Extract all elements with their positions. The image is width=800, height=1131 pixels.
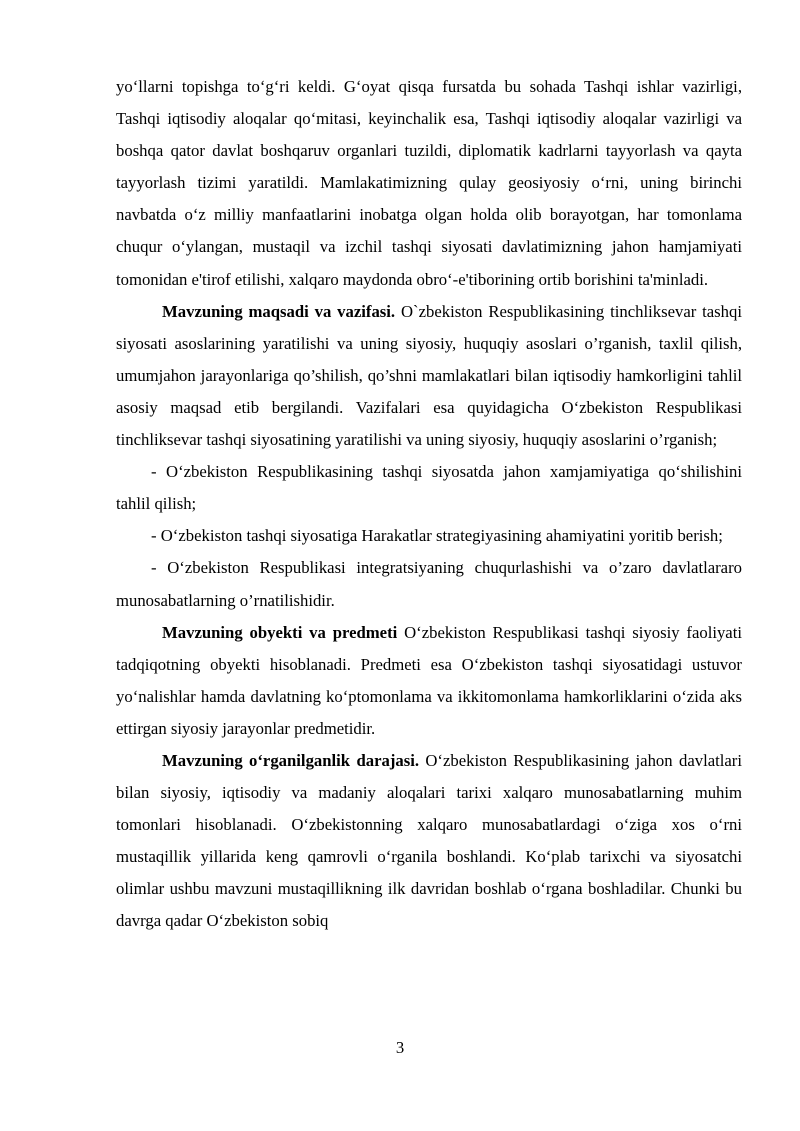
goal-heading: Mavzuning maqsadi va vazifasi.	[162, 301, 396, 321]
object-text: O‘zbekiston Respublikasi tashqi siyosiy faoliyati tadqiqotning obyekti hisoblanadi. Predmeti esa O‘zbekiston tashqi siyosatidagi ustuvor yo‘nalishlar hamda davlatning ko‘ptomonlama va ikkitomonlama hamkorliklarini o‘zida aks ettirgan siyosiy jarayonlar predmetidir.	[116, 622, 742, 738]
intro-paragraph: yo‘llarni topishga to‘g‘ri keldi. G‘oyat qisqa fursatda bu sohada Tashqi ishlar vazirligi, Tashqi iqtisodiy aloqalar qo‘mitasi, keyinchalik esa, Tashqi iqtisodiy aloqalar vazirligi va boshqa qator davlat boshqaruv organlari tuzildi, diplomatik kadrlarni tayyorlash va qayta tayyorlash tizimi yaratildi. Mamlakatimizning qulay geosiyosiy o‘rni, uning birinchi navbatda o‘z milliy manfaatlarini inobatga olgan holda olib borayotgan, har tomonlama chuqur o‘ylangan, mustaqil va izchil tashqi siyosati davlatimizning jahon hamjamiyati tomonidan e'tirof etilishi, xalqaro maydonda obro‘-e'tiborining ortib borishini ta'minladi.	[116, 77, 742, 289]
object-paragraph	[116, 617, 742, 745]
goal-paragraph	[116, 296, 742, 456]
task-item-3: - O‘zbekiston Respublikasi integratsiyaning chuqurlashishi va o’zaro davlatlararo munosabatlarning o’rnatilishidir.	[116, 558, 742, 610]
goal-text: O`zbekiston Respublikasining tinchliksevar tashqi siyosati asoslarining yaratilishi va uning siyosiy, huquqiy asoslari o’rganish, taxlil qilish, umumjahon jarayonlariga qo’shilish, qo’shni mamlakatlari bilan iqtisodiy hamkorligini tahlil asosiy maqsad etib bergilandi. Vazifalari esa quyidagicha O‘zbekiston Respublikasi tinchliksevar tashqi siyosatining yaratilishi va uning siyosiy, huquqiy asoslarini o’rganish;	[116, 301, 742, 450]
object-heading: Mavzuning obyekti va predmeti	[162, 622, 398, 642]
page-number: 3	[395, 1038, 405, 1057]
study-paragraph	[116, 745, 742, 938]
study-heading: Mavzuning o‘rganilganlik darajasi.	[162, 750, 420, 770]
task-item-2: - O‘zbekiston tashqi siyosatiga Harakatlar strategiyasining ahamiyatini yoritib berish;	[151, 526, 723, 546]
study-text: O‘zbekiston Respublikasining jahon davlatlari bilan siyosiy, iqtisodiy va madaniy aloqalari tarixi xalqaro munosabatlarning muhim tomonlari hisoblanadi. O‘zbekistonning xalqaro munosabatlardagi o‘ziga xos o‘rni mustaqillik yillarida keng qamrovli o‘rganila boshlandi. Ko‘plab tarixchi va siyosatchi olimlar ushbu mavzuni mustaqillikning ilk davridan boshlab o‘rgana boshladilar. Chunki bu davrga qadar O‘zbekiston sobiq	[116, 750, 742, 931]
task-item-1: - O‘zbekiston Respublikasining tashqi siyosatda jahon xamjamiyatiga qo‘shilishini tahlil qilish;	[116, 462, 742, 514]
